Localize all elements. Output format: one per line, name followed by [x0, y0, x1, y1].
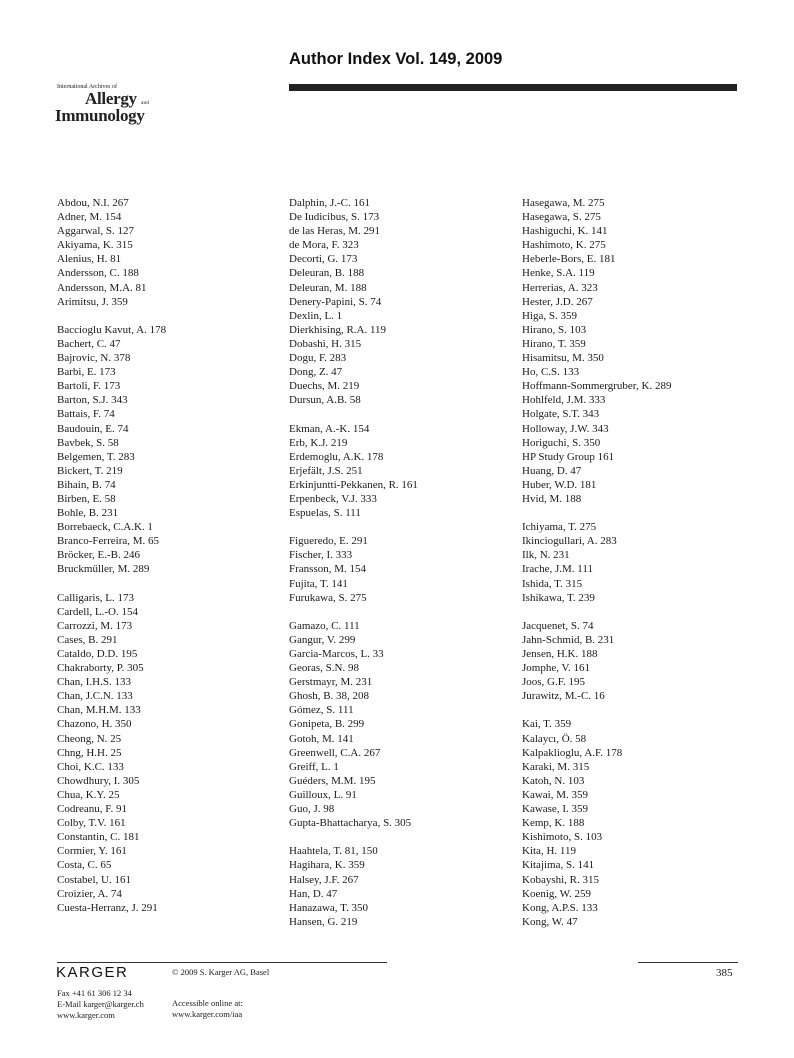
logo-subtitle: International Archives of	[57, 84, 117, 90]
author-entry: Bachert, C. 47	[57, 337, 121, 350]
author-entry: Chazono, H. 350	[57, 718, 132, 731]
author-entry: Higa, S. 359	[522, 309, 577, 322]
author-entry: Greenwell, C.A. 267	[289, 746, 381, 759]
author-entry: Kalaycı, Ö. 58	[522, 732, 587, 745]
author-entry: Carrozzi, M. 173	[57, 619, 133, 632]
author-entry: Hoffmann-Sommergruber, K. 289	[522, 380, 672, 393]
author-entry: Erkinjuntti-Pekkanen, R. 161	[289, 478, 418, 491]
author-entry: Bruckmüller, M. 289	[57, 563, 150, 576]
author-entry: Hirano, S. 103	[522, 323, 587, 336]
author-entry: Barton, S.J. 343	[57, 394, 128, 407]
author-entry: Greiff, L. 1	[289, 760, 339, 773]
author-entry: Joos, G.F. 195	[522, 676, 585, 689]
author-entry: Akiyama, K. 315	[57, 239, 133, 252]
author-entry: Guilloux, L. 91	[289, 788, 357, 801]
author-entry: Ghosh, B. 38, 208	[289, 690, 370, 703]
author-entry: Hohlfeld, J.M. 333	[522, 394, 606, 407]
author-entry: Colby, T.V. 161	[57, 817, 126, 830]
author-entry: Deleuran, M. 188	[289, 281, 367, 294]
author-entry: Chakraborty, P. 305	[57, 662, 144, 675]
index-column-3	[522, 196, 782, 929]
author-entry: Kobayshi, R. 315	[522, 873, 599, 886]
author-entry: Dobashi, H. 315	[289, 337, 362, 350]
index-column-2	[289, 196, 509, 929]
author-entry: Gangur, V. 299	[289, 633, 356, 646]
author-entry: Ichiyama, T. 275	[522, 521, 597, 534]
author-entry: Chan, I.H.S. 133	[57, 676, 131, 689]
author-entry: Chng, H.H. 25	[57, 746, 122, 759]
author-entry: Belgemen, T. 283	[57, 450, 135, 463]
publisher-contact	[57, 988, 144, 1021]
author-entry: Holgate, S.T. 343	[522, 408, 600, 421]
author-entry: Dong, Z. 47	[289, 366, 343, 379]
author-entry: Jurawitz, M.-C. 16	[522, 690, 605, 703]
author-entry: Hirano, T. 359	[522, 337, 586, 350]
section-gap	[57, 577, 277, 591]
author-entry: Chan, M.H.M. 133	[57, 704, 141, 717]
author-entry: Cormier, Y. 161	[57, 845, 127, 858]
author-entry: de las Heras, M. 291	[289, 225, 381, 238]
copyright-notice: © 2009 S. Karger AG, Basel	[172, 967, 270, 977]
author-entry: Gupta-Bhattacharya, S. 305	[289, 817, 412, 830]
author-entry: Fischer, I. 333	[289, 549, 353, 562]
author-entry: Chowdhury, I. 305	[57, 774, 140, 787]
author-entry: Duechs, M. 219	[289, 380, 360, 393]
fax-number: Fax +41 61 306 12 34	[57, 988, 132, 998]
author-entry: Kawase, I. 359	[522, 803, 588, 816]
author-entry: Codreanu, F. 91	[57, 803, 128, 816]
author-entry: Barbi, E. 173	[57, 366, 116, 379]
author-entry: Dexlin, L. 1	[289, 309, 343, 322]
author-entry: Erdemoglu, A.K. 178	[289, 450, 384, 463]
publisher-logo: KARGER	[56, 964, 129, 981]
author-entry: Chan, J.C.N. 133	[57, 690, 133, 703]
author-entry: Hester, J.D. 267	[522, 295, 593, 308]
author-entry: Bartoli, F. 173	[57, 380, 121, 393]
author-entry: Baudouin, E. 74	[57, 422, 129, 435]
author-entry: Ilk, N. 231	[522, 549, 570, 562]
accessible-label: Accessible online at:	[172, 998, 243, 1008]
author-entry: Chua, K.Y. 25	[57, 788, 120, 801]
author-entry: Gómez, S. 111	[289, 704, 354, 717]
author-entry: Ho, C.S. 133	[522, 366, 580, 379]
author-entry: Gamazo, C. 111	[289, 619, 360, 632]
author-entry: Heberle-Bors, E. 181	[522, 253, 616, 266]
author-entry: Deleuran, B. 188	[289, 267, 365, 280]
author-entry: Croizier, A. 74	[57, 887, 122, 900]
author-entry: Espuelas, S. 111	[289, 507, 361, 520]
author-entry: Guo, J. 98	[289, 803, 335, 816]
author-entry: Karaki, M. 315	[522, 760, 590, 773]
author-entry: Figueredo, E. 291	[289, 535, 368, 548]
author-entry: Aggarwal, S. 127	[57, 225, 134, 238]
author-entry: Horiguchi, S. 350	[522, 436, 601, 449]
author-entry: Jahn-Schmid, B. 231	[522, 633, 615, 646]
section-gap	[522, 506, 782, 520]
author-entry: Hasegawa, S. 275	[522, 211, 601, 224]
author-entry: Andersson, C. 188	[57, 267, 139, 280]
author-entry: Arimitsu, J. 359	[57, 295, 128, 308]
author-entry: Calligaris, L. 173	[57, 591, 134, 604]
author-entry: Furukawa, S. 275	[289, 591, 367, 604]
author-entry: Gerstmayr, M. 231	[289, 676, 373, 689]
author-entry: Kemp, K. 188	[522, 817, 585, 830]
author-entry: Costabel, U. 161	[57, 873, 131, 886]
author-entry: Borrebaeck, C.A.K. 1	[57, 521, 153, 534]
logo-word-immunology: Immunology	[55, 106, 145, 125]
author-entry: Constantin, C. 181	[57, 831, 140, 844]
author-entry: Fujita, T. 141	[289, 577, 348, 590]
online-access	[172, 998, 243, 1020]
author-entry: Ikinciogullari, A. 283	[522, 535, 617, 548]
author-entry: Halsey, J.F. 267	[289, 873, 359, 886]
section-gap	[57, 309, 277, 323]
author-entry: Herrerias, A. 323	[522, 281, 598, 294]
author-entry: Denery-Papini, S. 74	[289, 295, 382, 308]
author-entry: Georas, S.N. 98	[289, 662, 359, 675]
author-entry: Koenig, W. 259	[522, 887, 592, 900]
author-entry: Kitajima, S. 141	[522, 859, 595, 872]
author-entry: Dogu, F. 283	[289, 352, 347, 365]
author-entry: Ishida, T. 315	[522, 577, 583, 590]
publisher-website[interactable]: www.karger.com	[57, 1010, 115, 1020]
section-gap	[289, 520, 509, 534]
email-address[interactable]: E-Mail karger@karger.ch	[57, 999, 144, 1009]
author-entry: Hanazawa, T. 350	[289, 901, 369, 914]
author-entry: Kawai, M. 359	[522, 788, 588, 801]
journal-logo	[55, 84, 165, 129]
author-entry: Cardell, L.-O. 154	[57, 605, 138, 618]
author-entry: Hasegawa, M. 275	[522, 197, 605, 209]
page-title: Author Index Vol. 149, 2009	[289, 50, 503, 68]
author-entry: Fransson, M. 154	[289, 563, 367, 576]
author-entry: Kishimoto, S. 103	[522, 831, 603, 844]
author-entry: De Iudicibus, S. 173	[289, 211, 380, 224]
author-entry: Irache, J.M. 111	[522, 563, 593, 576]
author-entry: Bajrovic, N. 378	[57, 352, 131, 365]
author-entry: Gotoh, M. 141	[289, 732, 354, 745]
footer-rule-left	[57, 962, 387, 963]
author-entry: HP Study Group 161	[522, 450, 615, 463]
author-entry: Erpenbeck, V.J. 333	[289, 492, 377, 505]
author-entry: Adner, M. 154	[57, 211, 122, 224]
author-entry: Katoh, N. 103	[522, 774, 585, 787]
author-entry: Birben, E. 58	[57, 492, 116, 505]
logo-word-allergy: Allergy	[85, 89, 137, 108]
author-entry: Kalpaklioglu, A.F. 178	[522, 746, 623, 759]
footer-rule-right	[638, 962, 738, 963]
author-entry: Costa, C. 65	[57, 859, 112, 872]
logo-word-and: and	[141, 100, 149, 106]
author-entry: Erb, K.J. 219	[289, 436, 348, 449]
author-entry: Hashimoto, K. 275	[522, 239, 606, 252]
author-entry: Kai, T. 359	[522, 718, 572, 731]
page-number: 385	[716, 967, 733, 979]
author-entry: Erjefält, J.S. 251	[289, 464, 363, 477]
author-entry: Huber, W.D. 181	[522, 478, 597, 491]
author-entry: Hvid, M. 188	[522, 492, 582, 505]
author-entry: Hashiguchi, K. 141	[522, 225, 608, 238]
title-rule	[289, 84, 737, 91]
author-entry: Bohle, B. 231	[57, 507, 119, 520]
author-entry: Dalphin, J.-C. 161	[289, 197, 370, 209]
author-entry: Bickert, T. 219	[57, 464, 123, 477]
author-entry: Jomphe, V. 161	[522, 662, 591, 675]
author-entry: Battais, F. 74	[57, 408, 115, 421]
author-entry: Holloway, J.W. 343	[522, 422, 609, 435]
journal-url[interactable]: www.karger.com/iaa	[172, 1009, 243, 1019]
author-entry: Hansen, G. 219	[289, 915, 358, 928]
author-entry: Garcia-Marcos, L. 33	[289, 648, 384, 660]
author-entry: Bavbek, S. 58	[57, 436, 119, 449]
author-entry: Han, D. 47	[289, 887, 338, 900]
author-entry: Dierkhising, R.A. 119	[289, 323, 387, 336]
section-gap	[289, 407, 509, 421]
section-gap	[522, 605, 782, 619]
author-entry: Dursun, A.B. 58	[289, 394, 361, 407]
author-entry: Gonipeta, B. 299	[289, 718, 365, 731]
section-gap	[289, 830, 509, 844]
author-entry: Andersson, M.A. 81	[57, 281, 147, 294]
author-entry: Ishikawa, T. 239	[522, 591, 595, 604]
author-entry: Branco-Ferreira, M. 65	[57, 535, 160, 548]
author-entry: Alenius, H. 81	[57, 253, 122, 266]
author-entry: Jensen, H.K. 188	[522, 648, 598, 660]
author-entry: Henke, S.A. 119	[522, 267, 595, 280]
section-gap	[522, 703, 782, 717]
author-entry: Decorti, G. 173	[289, 253, 358, 266]
author-entry: Guéders, M.M. 195	[289, 774, 376, 787]
author-entry: Kita, H. 119	[522, 845, 576, 858]
author-entry: Hagihara, K. 359	[289, 859, 365, 872]
author-entry: Kong, W. 47	[522, 915, 578, 928]
author-entry: de Mora, F. 323	[289, 239, 359, 252]
author-entry: Baccioglu Kavut, A. 178	[57, 323, 167, 336]
index-column-1	[57, 196, 277, 915]
author-entry: Cataldo, D.D. 195	[57, 648, 138, 660]
author-entry: Cuesta-Herranz, J. 291	[57, 901, 158, 914]
author-entry: Choi, K.C. 133	[57, 760, 124, 773]
author-entry: Bröcker, E.-B. 246	[57, 549, 140, 562]
author-entry: Huang, D. 47	[522, 464, 582, 477]
author-entry: Cases, B. 291	[57, 633, 118, 646]
section-gap	[289, 605, 509, 619]
author-entry: Hisamitsu, M. 350	[522, 352, 604, 365]
author-entry: Cheong, N. 25	[57, 732, 122, 745]
author-entry: Ekman, A.-K. 154	[289, 422, 370, 435]
author-entry: Bihain, B. 74	[57, 478, 116, 491]
author-entry: Kong, A.P.S. 133	[522, 901, 598, 914]
author-entry: Abdou, N.I. 267	[57, 197, 129, 209]
author-entry: Jacquenet, S. 74	[522, 619, 594, 632]
author-entry: Haahtela, T. 81, 150	[289, 845, 378, 858]
